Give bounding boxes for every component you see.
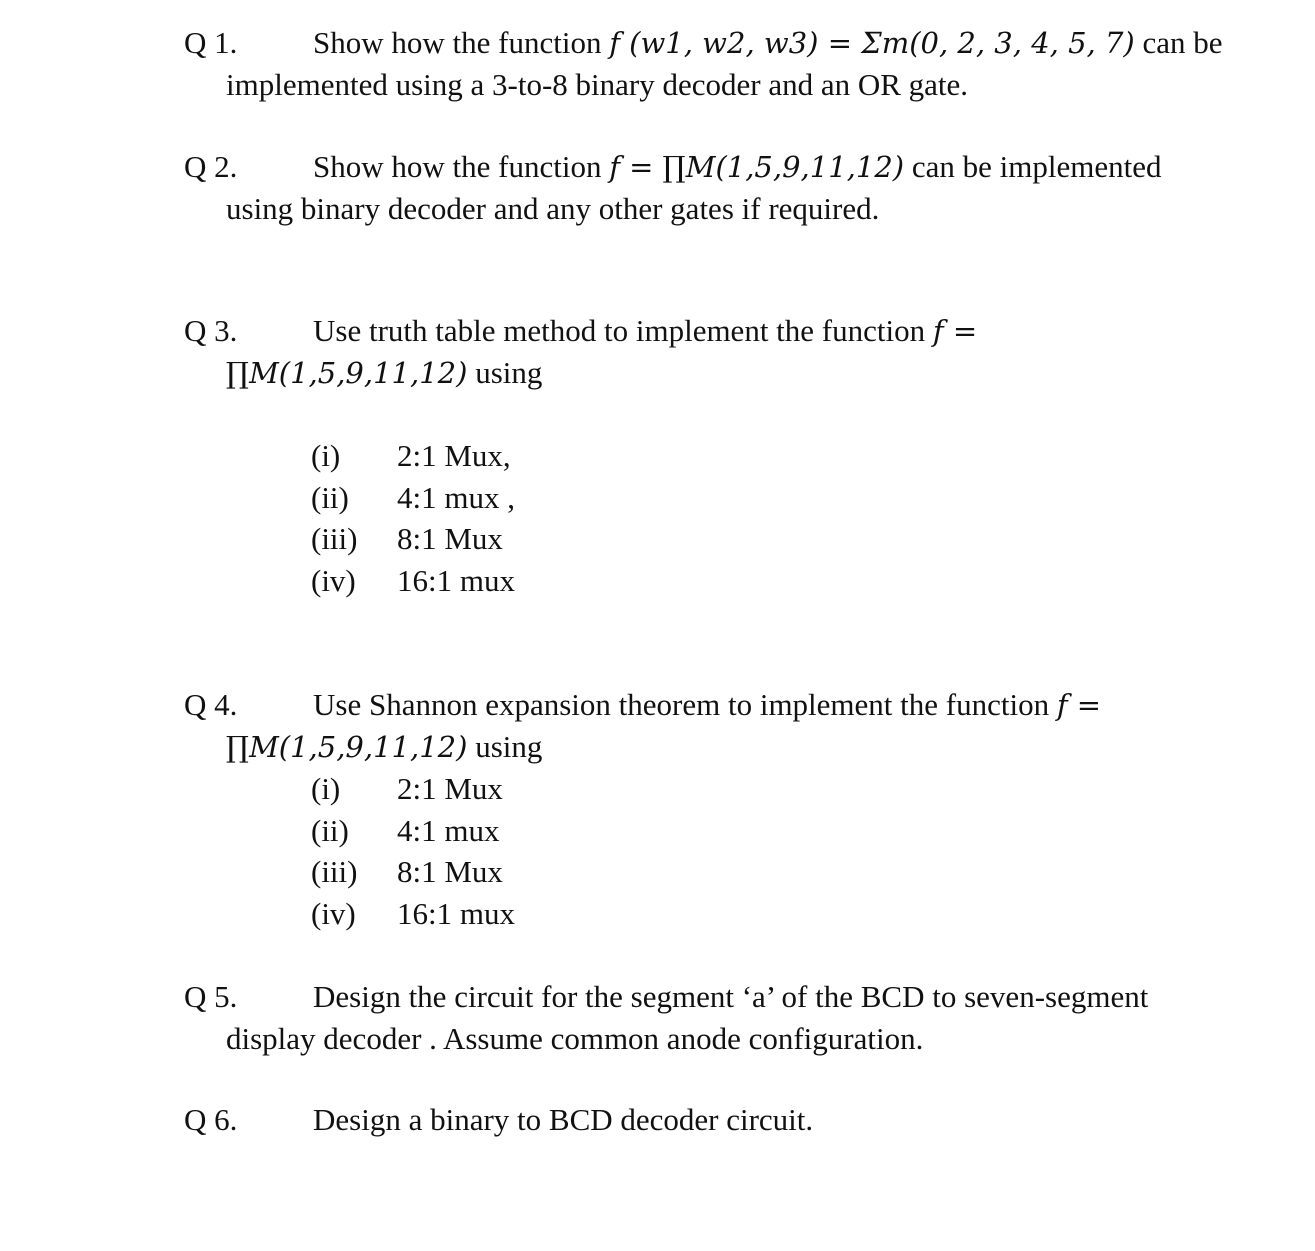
question-5-line-2: display decoder . Assume common anode configuration. — [226, 1021, 924, 1056]
item-text: 2:1 Mux — [397, 771, 503, 806]
question-text: Show how the function — [313, 25, 610, 60]
question-text: Show how the function — [313, 149, 610, 184]
question-text: Use Shannon expansion theorem to implement the function — [313, 687, 1057, 722]
question-1-line-2: implemented using a 3-to-8 binary decoder and an OR gate. — [226, 67, 969, 102]
question-3-line-1 — [184, 310, 1255, 352]
question-5 — [184, 976, 1255, 1060]
list-item — [311, 851, 515, 893]
list-item — [311, 518, 515, 560]
question-2 — [184, 146, 1255, 230]
item-text: 4:1 mux , — [397, 479, 515, 515]
function-expression: ∏M(1,5,9,11,12) — [226, 730, 468, 764]
list-item — [311, 893, 515, 935]
question-2-line-2: using binary decoder and any other gates if required. — [226, 191, 880, 226]
question-3-options — [311, 435, 515, 601]
list-item — [311, 477, 515, 519]
function-expression: ∏M(1,5,9,11,12) — [226, 356, 468, 390]
question-text-tail: using — [467, 355, 543, 390]
item-numeral: (iii) — [311, 521, 358, 556]
function-expression: f (w1, w2, w3) = Σm(0, 2, 3, 4, 5, 7) — [609, 26, 1135, 60]
item-numeral: (iv) — [311, 562, 356, 598]
question-number: Q 4. — [184, 687, 238, 722]
item-numeral: (iii) — [311, 854, 358, 889]
function-expression: f = — [1056, 688, 1102, 722]
question-number: Q 1. — [184, 25, 238, 60]
list-item — [311, 560, 515, 602]
item-numeral: (i) — [311, 771, 341, 806]
question-number: Q 6. — [184, 1102, 238, 1137]
question-number: Q 3. — [184, 313, 238, 348]
item-numeral: (ii) — [311, 479, 349, 515]
item-text: 2:1 Mux, — [397, 438, 511, 473]
question-5-line-1 — [184, 976, 1255, 1018]
item-numeral: (iv) — [311, 895, 356, 931]
item-text: 16:1 mux — [397, 562, 515, 598]
question-text-tail: can be — [1134, 25, 1223, 60]
question-text-tail: can be implemented — [904, 149, 1162, 184]
question-number: Q 2. — [184, 149, 238, 184]
list-item — [311, 810, 515, 852]
question-text: Use truth table method to implement the function — [313, 313, 933, 348]
question-3 — [184, 310, 1255, 394]
question-3-line-2 — [184, 352, 1255, 394]
question-4-line-1 — [184, 684, 1255, 726]
item-text: 4:1 mux — [397, 812, 500, 848]
question-6-line-1 — [184, 1099, 1255, 1141]
question-4-options — [311, 768, 515, 934]
item-numeral: (ii) — [311, 812, 349, 848]
item-text: 8:1 Mux — [397, 521, 503, 556]
question-4 — [184, 684, 1255, 768]
question-2-line-1 — [184, 146, 1255, 188]
question-4-line-2 — [184, 726, 1255, 768]
question-text: Design a binary to BCD decoder circuit. — [313, 1102, 814, 1137]
question-6 — [184, 1099, 1255, 1141]
function-expression: f = — [932, 314, 978, 348]
question-1-line-1 — [184, 22, 1255, 64]
list-item — [311, 768, 515, 810]
list-item — [311, 435, 515, 477]
item-numeral: (i) — [311, 438, 341, 473]
question-1 — [184, 22, 1255, 106]
question-text-tail: using — [467, 729, 543, 764]
function-expression: f = ∏M(1,5,9,11,12) — [609, 150, 905, 184]
item-text: 16:1 mux — [397, 895, 515, 931]
question-number: Q 5. — [184, 979, 238, 1014]
question-text: Design the circuit for the segment ‘a’ of the BCD to seven-segment — [313, 979, 1149, 1014]
item-text: 8:1 Mux — [397, 854, 503, 889]
